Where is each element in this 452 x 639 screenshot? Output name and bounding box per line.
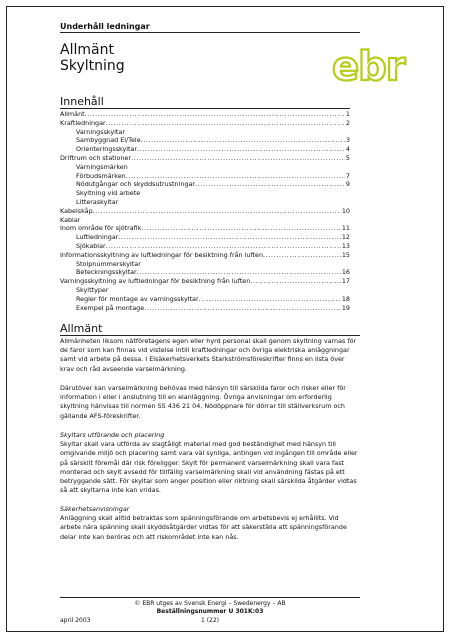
toc-leader-dots bbox=[195, 180, 345, 189]
toc-entry[interactable] bbox=[60, 154, 350, 163]
second-paragraph bbox=[60, 384, 360, 421]
toc-entry-text: Litteraskyltar bbox=[76, 197, 119, 206]
toc-entry-text: Kabelskåp bbox=[60, 206, 93, 215]
toc-leader-dots bbox=[144, 304, 341, 313]
toc-entry-text: Kablar bbox=[60, 215, 81, 224]
toc-leader-dots bbox=[106, 242, 341, 251]
toc-entry[interactable] bbox=[60, 180, 350, 189]
toc-leader-dots bbox=[263, 251, 341, 260]
toc-entry[interactable] bbox=[60, 207, 350, 216]
paragraph-2: Därutöver kan varselmärkning behövas med hänsyn till särskilda faror och risker eller för information i eller i anslutning till en elanläggning. Övriga anvisningar om erforderlig skyltning hänvisas till normen SS 436 21 04, Nödöppnare för dörrar till ställverksrum och gällande AFS-föreskrifter. bbox=[60, 384, 346, 420]
logo-text: ebr bbox=[332, 46, 405, 86]
section-header: Underhåll ledningar bbox=[60, 22, 150, 31]
footer-page-number: 1 (22) bbox=[200, 617, 220, 624]
toc-leader-dots bbox=[85, 110, 345, 119]
toc-leader-dots bbox=[141, 136, 345, 145]
subsection-text-safety: Anläggning skall alltid betraktas som spänningsförande om arbetsbevis ej erhållits. Vid arbete nära spänning skall skyddsåtgärder vidtas för att säkerställa att spänningsförande delar inte kan beröras och att riskområdet inte kan nås. bbox=[60, 514, 347, 541]
intro-paragraph bbox=[60, 337, 360, 374]
toc-entry[interactable] bbox=[60, 304, 350, 313]
toc-leader-dots bbox=[106, 119, 345, 128]
toc-entry[interactable] bbox=[60, 233, 350, 242]
toc-entry[interactable] bbox=[60, 251, 350, 260]
toc-leader-dots bbox=[118, 233, 340, 242]
toc-entry-text: Sambyggnad El/Tele bbox=[76, 136, 141, 145]
footer-publisher: © EBR utges av Svensk Energi – Swedenergy – AB bbox=[134, 600, 286, 607]
section-divider bbox=[60, 335, 360, 336]
footer-divider bbox=[60, 597, 360, 598]
toc-entry-text: Nödutgångar och skyddsutrustningar bbox=[76, 180, 196, 189]
toc-entry-text: Inom område för sjötrafik bbox=[60, 224, 142, 233]
toc-entry-text: Förbudsmärken bbox=[76, 171, 126, 180]
toc-entry[interactable] bbox=[60, 224, 350, 233]
toc-entry-text: Stolpnummerskyltar bbox=[76, 259, 141, 268]
toc-entry-text: Varningsskyltning av luftledningar för besiktning från luften bbox=[60, 277, 251, 286]
toc-entry-text: Kraftledningar bbox=[60, 118, 106, 127]
toc-entry[interactable] bbox=[60, 277, 350, 286]
toc-leader-dots bbox=[131, 154, 345, 163]
toc-entry-text: Exempel på montage bbox=[76, 303, 145, 312]
subsection-title-placement: Skyltars utförande och placering bbox=[60, 431, 165, 439]
toc-entry-page: 11 bbox=[341, 224, 350, 233]
subsection-safety bbox=[60, 505, 360, 542]
toc-leader-dots bbox=[141, 224, 340, 233]
toc-entry-text: Allmänt bbox=[60, 110, 85, 118]
toc-entry-page: 18 bbox=[341, 294, 350, 303]
table-of-contents bbox=[60, 110, 350, 312]
toc-entry-text: Sjökablar bbox=[76, 241, 106, 250]
toc-entry-text: Varningsskyltar bbox=[76, 127, 125, 136]
toc-entry[interactable] bbox=[60, 268, 350, 277]
toc-title: Innehåll bbox=[60, 95, 104, 108]
page-title-line2: Skyltning bbox=[60, 58, 125, 74]
ebr-logo bbox=[330, 46, 422, 86]
section-title: Allmänt bbox=[60, 322, 103, 335]
toc-entry-text: Orienteringsskyltar bbox=[76, 145, 138, 154]
toc-entry-page: 19 bbox=[341, 303, 350, 312]
toc-divider bbox=[60, 108, 350, 109]
paragraph-1: Allmänheten liksom nätföretagens egen eller hyrd personal skall genom skyltning varnas för de faror som kan finnas vid vistelse intill kraftledningar och övriga elektriska anläggningar samt vid arbete på dessa. I Elsäkerhetsverkets Starkströmsföreskrifter finns en lista över krav och råd avseende varselmärkning. bbox=[60, 337, 357, 373]
toc-leader-dots bbox=[250, 277, 341, 286]
toc-entry-text: Luftledningar bbox=[76, 233, 119, 242]
toc-entry[interactable] bbox=[60, 295, 350, 304]
toc-entry[interactable] bbox=[60, 286, 350, 295]
toc-leader-dots bbox=[137, 268, 341, 277]
header-divider bbox=[60, 32, 360, 33]
toc-entry[interactable] bbox=[60, 110, 350, 119]
toc-entry-page: 9 bbox=[345, 180, 350, 189]
footer-date: april 2003 bbox=[60, 617, 91, 624]
toc-entry-page: 15 bbox=[341, 250, 350, 259]
toc-entry-page: 16 bbox=[341, 268, 350, 277]
toc-entry-page: 4 bbox=[345, 145, 350, 154]
toc-leader-dots bbox=[199, 295, 341, 304]
toc-entry-page: 7 bbox=[345, 171, 350, 180]
toc-entry-page: 2 bbox=[345, 118, 350, 127]
toc-entry-page: 17 bbox=[341, 277, 350, 286]
toc-entry-page: 3 bbox=[345, 136, 350, 145]
toc-entry[interactable] bbox=[60, 163, 350, 172]
toc-entry-text: Informationsskyltning av luftledningar för besiktning från luften bbox=[60, 250, 264, 259]
toc-entry[interactable] bbox=[60, 189, 350, 198]
toc-entry-text: Varningsmärken bbox=[76, 162, 128, 171]
footer-order-number: Beställningsnummer U 301K:03 bbox=[156, 608, 264, 615]
toc-entry[interactable] bbox=[60, 260, 350, 269]
toc-entry-text: Skylttyper bbox=[76, 285, 109, 294]
toc-leader-dots bbox=[137, 145, 345, 154]
toc-entry-page: 5 bbox=[345, 153, 350, 162]
subsection-text-placement: Skyltar skall vara utförda av slagtåligt material med god beständighet med hänsyn till omgivande miljö och placering samt vara väl synliga, antingen vid ingången till område eller på särskilt föremål där risk föreligger. Skylt för permanent varselmärkning skall vara fast monterad och skylt avsedd för tillfällig varselmärkning skall vid användning fästas på ett betryggande sätt. För skyltar som anger position eller riktning skall särskilda åtgärder vidtas så att skyltarna inte kan vridas. bbox=[60, 440, 358, 495]
toc-entry[interactable] bbox=[60, 128, 350, 137]
toc-entry-text: Regler för montage av varningsskyltar bbox=[76, 294, 199, 303]
toc-entry-page: 1 bbox=[345, 110, 350, 118]
toc-entry[interactable] bbox=[60, 198, 350, 207]
toc-entry-text: Driftrum och stationer bbox=[60, 153, 131, 162]
subsection-placement bbox=[60, 431, 360, 495]
toc-entry[interactable] bbox=[60, 242, 350, 251]
toc-entry-page: 12 bbox=[341, 233, 350, 242]
toc-leader-dots bbox=[93, 207, 341, 216]
toc-entry[interactable] bbox=[60, 136, 350, 145]
toc-entry-text: Beteckningsskyltar bbox=[76, 268, 137, 277]
toc-entry-text: Skyltning vid arbete bbox=[76, 189, 141, 198]
toc-entry-page: 10 bbox=[341, 206, 350, 215]
page-title-line1: Allmänt bbox=[60, 42, 114, 58]
subsection-title-safety: Säkerhetsanvisningar bbox=[60, 505, 130, 513]
toc-entry-page: 13 bbox=[341, 241, 350, 250]
toc-entry[interactable] bbox=[60, 145, 350, 154]
toc-entry[interactable] bbox=[60, 119, 350, 128]
